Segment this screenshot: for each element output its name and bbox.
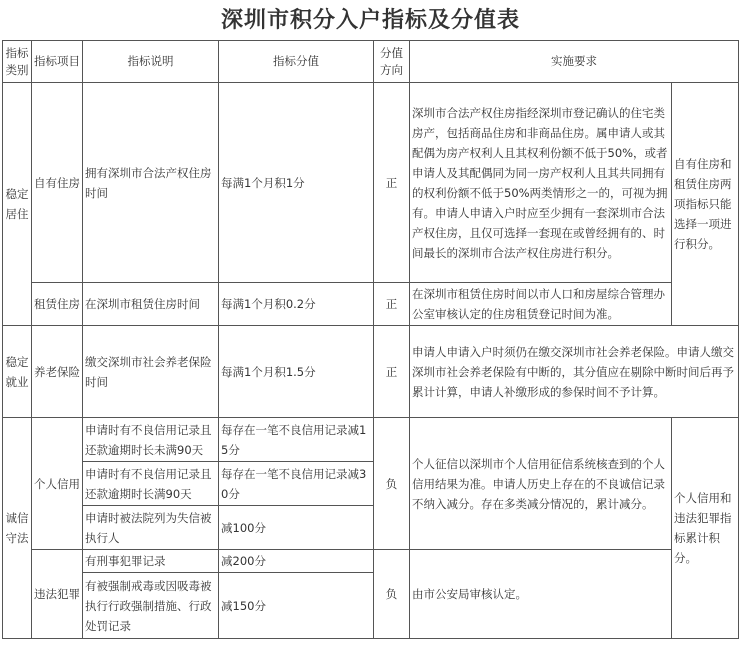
- header-row: [3, 41, 739, 83]
- page-title: 深圳市积分入户指标及分值表: [220, 7, 520, 33]
- score-cell: 每满1个月积0.2分: [219, 283, 374, 326]
- desc-cell: 有被强制戒毒或因吸毒被执行行政强制措施、行政处罚记录: [83, 573, 219, 639]
- score-cell: 每存在一笔不良信用记录减15分: [219, 418, 374, 462]
- desc-cell: 申请时有不良信用记录且还款逾期时长满90天: [83, 462, 219, 506]
- note-cell: 个人信用和违法犯罪指标累计积分。: [672, 418, 739, 639]
- item-cell: 自有住房: [32, 83, 83, 283]
- desc-cell: 在深圳市租赁住房时间: [83, 283, 219, 326]
- direction-cell: 正: [374, 83, 410, 283]
- score-cell: 每存在一笔不良信用记录减30分: [219, 462, 374, 506]
- category-cell: 稳定居住: [3, 83, 32, 326]
- direction-cell: 负: [374, 418, 410, 550]
- table-row: [3, 283, 739, 326]
- req-cell: 个人征信以深圳市个人信用征信系统核查到的个人信用结果为准。申请人历史上存在的不良诚信记录不纳入减分。存在多类减分情况的，累计减分。: [410, 418, 672, 550]
- req-cell: 在深圳市租赁住房时间以市人口和房屋综合管理办公室审核认定的住房租赁登记时间为准。: [410, 283, 672, 326]
- table-row: [3, 83, 739, 283]
- direction-cell: 正: [374, 283, 410, 326]
- req-cell: 深圳市合法产权住房指经深圳市登记确认的住宅类房产，包括商品住房和非商品住房。属申请人或其配偶为房产权利人且其权利份额不低于50%，或者申请人及其配偶同为同一房产权利人且其共同拥有的权利份额不低于50%两类情形之一的，可视为拥有。申请人申请入户时应至少拥有一套深圳市合法产权住房，且仅可选择一套现在或曾经拥有的、时间最长的深圳市合法产权住房进行积分。: [410, 83, 672, 283]
- item-cell: 个人信用: [32, 418, 83, 550]
- desc-cell: 缴交深圳市社会养老保险时间: [83, 326, 219, 418]
- item-cell: 违法犯罪: [32, 550, 83, 639]
- category-cell: 稳定就业: [3, 326, 32, 418]
- table-row: [3, 550, 739, 573]
- direction-cell: 负: [374, 550, 410, 639]
- header-category: 指标类别: [3, 41, 32, 83]
- direction-cell: 正: [374, 326, 410, 418]
- header-desc: 指标说明: [83, 41, 219, 83]
- score-cell: 每满1个月积1分: [219, 83, 374, 283]
- points-table: [2, 40, 739, 639]
- item-cell: 租赁住房: [32, 283, 83, 326]
- score-cell: 减100分: [219, 506, 374, 550]
- desc-cell: 申请时有不良信用记录且还款逾期时长未满90天: [83, 418, 219, 462]
- desc-cell: 申请时被法院列为失信被执行人: [83, 506, 219, 550]
- score-cell: 每满1个月积1.5分: [219, 326, 374, 418]
- table-row: [3, 326, 739, 418]
- desc-cell: 有刑事犯罪记录: [83, 550, 219, 573]
- note-cell: 自有住房和租赁住房两项指标只能选择一项进行积分。: [672, 83, 739, 326]
- header-item: 指标项目: [32, 41, 83, 83]
- category-cell: 诚信守法: [3, 418, 32, 639]
- score-cell: 减150分: [219, 573, 374, 639]
- req-cell: 申请人申请入户时须仍在缴交深圳市社会养老保险。申请人缴交深圳市社会养老保险有中断的，其分值应在剔除中断时间后再予累计计算，申请人补缴形成的参保时间不予计算。: [410, 326, 739, 418]
- item-cell: 养老保险: [32, 326, 83, 418]
- req-cell: 由市公安局审核认定。: [410, 550, 672, 639]
- header-direction: 分值方向: [374, 41, 410, 83]
- desc-cell: 拥有深圳市合法产权住房时间: [83, 83, 219, 283]
- score-cell: 减200分: [219, 550, 374, 573]
- table-row: [3, 418, 739, 462]
- header-req: 实施要求: [410, 41, 739, 83]
- header-score: 指标分值: [219, 41, 374, 83]
